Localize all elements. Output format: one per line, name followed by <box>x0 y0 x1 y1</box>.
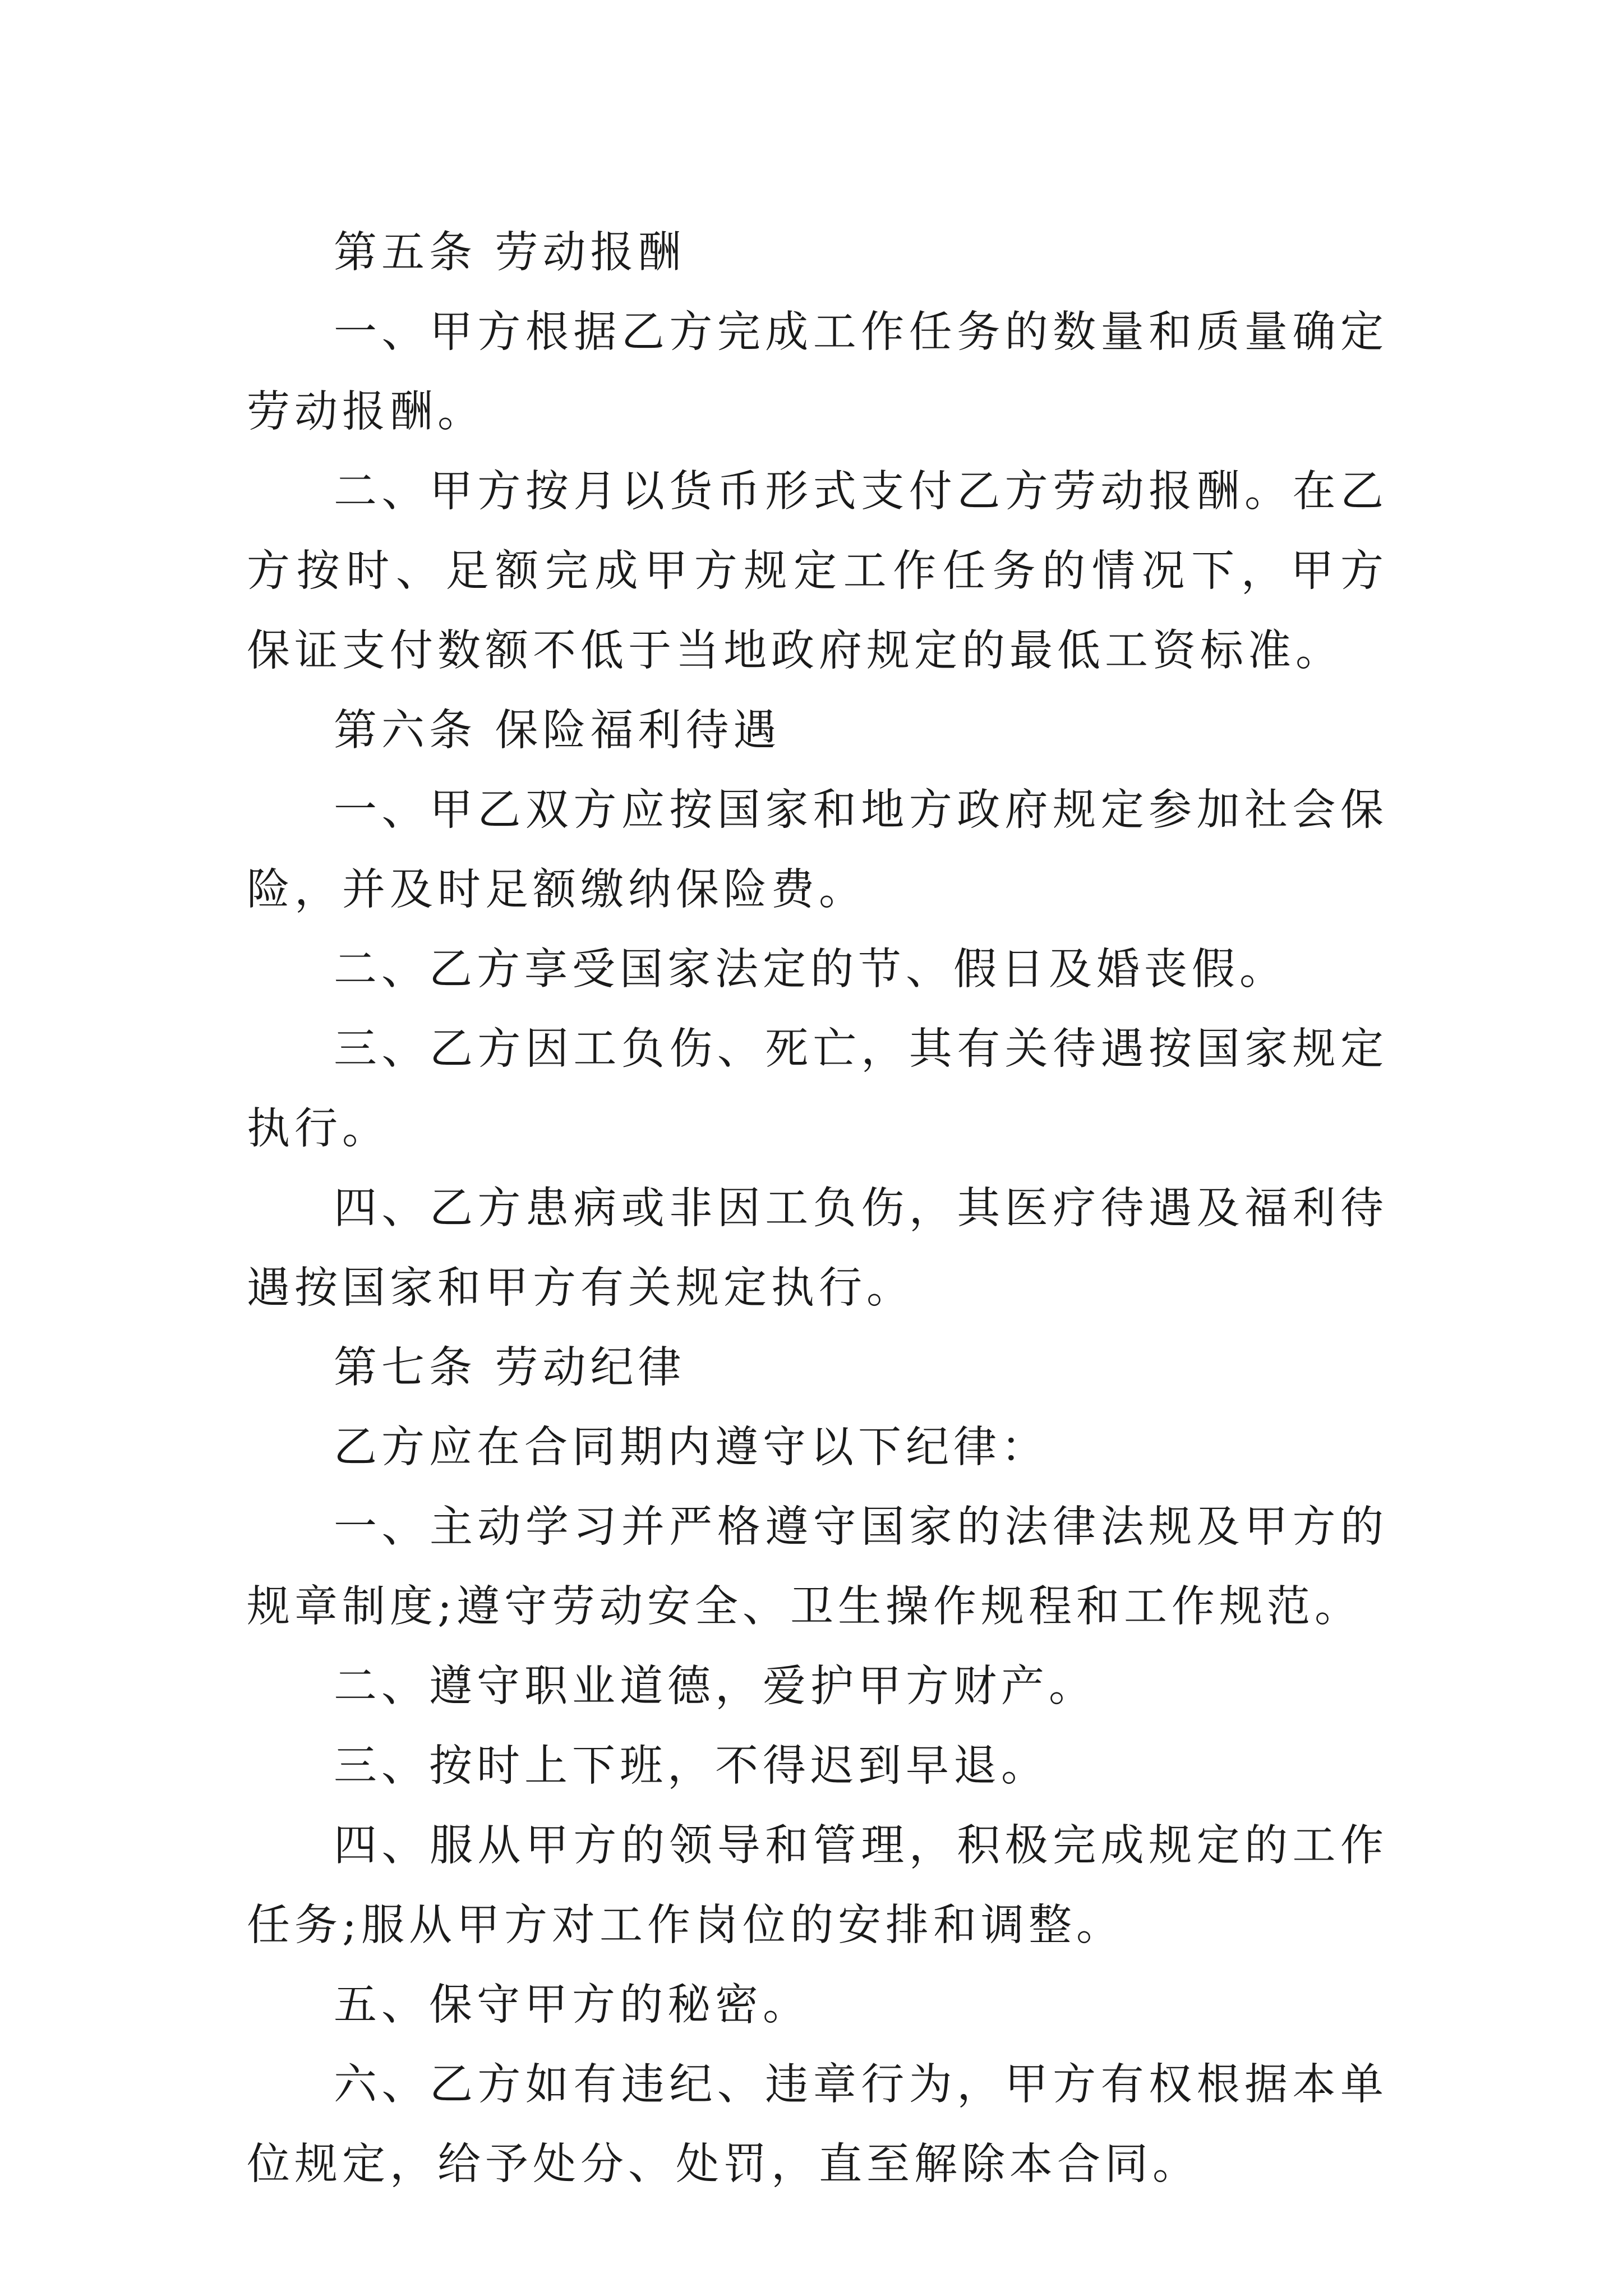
article-6-clause-3: 三、乙方因工负伤、死亡，其有关待遇按国家规定执行。 <box>247 1024 1388 1154</box>
article-6-clause-4: 四、乙方患病或非因工负伤，其医疗待遇及福利待遇按国家和甲方有关规定执行。 <box>247 1184 1388 1313</box>
article-6-clause-2: 二、乙方享受国家法定的节、假日及婚丧假。 <box>334 945 1287 995</box>
article-7-intro: 乙方应在合同期内遵守以下纪律： <box>334 1423 1049 1473</box>
article-7-clause-6: 六、乙方如有违纪、违章行为，甲方有权根据本单位规定，给予处分、处罚，直至解除本合同。 <box>247 2060 1388 2189</box>
article-7-clause-5: 五、保守甲方的秘密。 <box>334 1980 810 2030</box>
article-5-clause-2: 二、甲方按月以货币形式支付乙方劳动报酬。在乙方按时、足额完成甲方规定工作任务的情况下，甲方保证支付数额不低于当地政府规定的最低工资标准。 <box>247 467 1388 676</box>
article-6-clause-1: 一、甲乙双方应按国家和地方政府规定参加社会保险，并及时足额缴纳保险费。 <box>247 785 1388 915</box>
article-7-clause-4: 四、服从甲方的领导和管理，积极完成规定的工作任务;服从甲方对工作岗位的安排和调整。 <box>247 1821 1388 1950</box>
document-body <box>247 213 1388 2205</box>
article-7-clause-2: 二、遵守职业道德，爱护甲方财产。 <box>334 1662 1096 1711</box>
article-5-clause-1: 一、甲方根据乙方完成工作任务的数量和质量确定劳动报酬。 <box>247 307 1388 437</box>
article-7-clause-1: 一、主动学习并严格遵守国家的法律法规及甲方的规章制度;遵守劳动安全、卫生操作规程和工作规范。 <box>247 1502 1388 1632</box>
article-7-clause-3: 三、按时上下班，不得迟到早退。 <box>334 1741 1049 1791</box>
article-6-heading: 第六条 保险福利待遇 <box>334 706 781 756</box>
article-5-heading: 第五条 劳动报酬 <box>334 228 686 278</box>
article-7-heading: 第七条 劳动纪律 <box>334 1343 686 1393</box>
